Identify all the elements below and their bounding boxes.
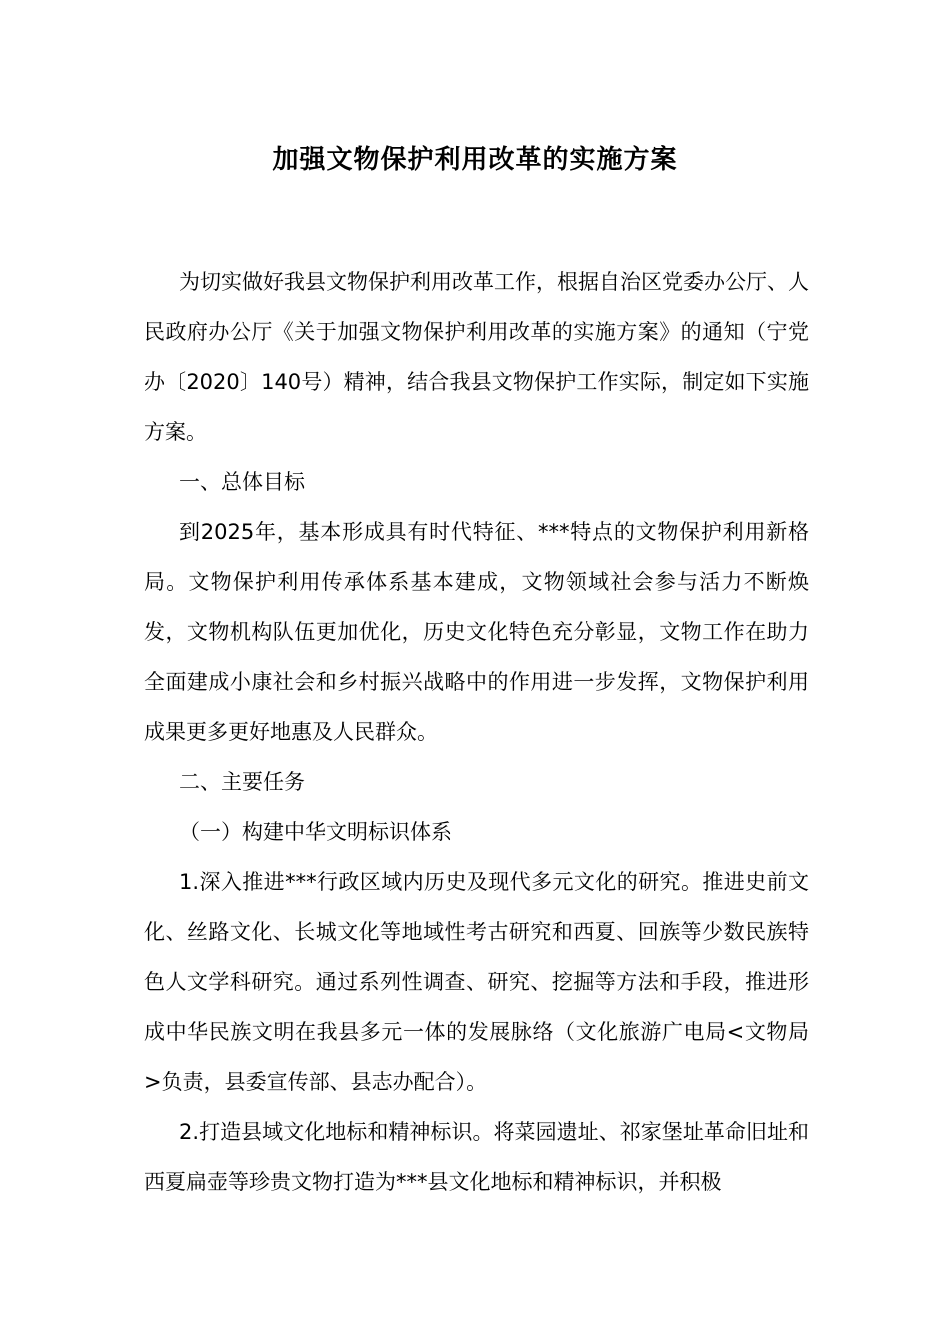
section-heading-overall-goal: 一、总体目标: [179, 470, 305, 494]
task-1-paragraph: 1.深入推进***行政区域内历史及现代多元文化的研究。推进史前文化、丝路文化、长城文化等地域性考古研究和西夏、回族等少数民族特色人文学科研究。通过系列性调查、研究、挖掘等方法和手段，推进形成中华民族文明在我县多元一体的发展脉络（文化旅游广电局<文物局>负责，县委宣传部、县志办配合）。: [144, 870, 809, 1094]
intro-paragraph: 为切实做好我县文物保护利用改革工作，根据自治区党委办公厅、人民政府办公厅《关于加强文物保护利用改革的实施方案》的通知（宁党办〔2020〕140号）精神，结合我县文物保护工作实际，制定如下实施方案。: [144, 270, 809, 444]
section-heading-main-tasks: 二、主要任务: [179, 770, 305, 794]
overall-goal-paragraph: 到2025年，基本形成具有时代特征、***特点的文物保护利用新格局。文物保护利用传承体系基本建成，文物领域社会参与活力不断焕发，文物机构队伍更加优化，历史文化特色充分彰显，文物工作在助力全面建成小康社会和乡村振兴战略中的作用进一步发挥，文物保护利用成果更多更好地惠及人民群众。: [144, 520, 809, 744]
subsection-heading-civilization-identity: （一）构建中华文明标识体系: [179, 820, 452, 844]
document-title: 加强文物保护利用改革的实施方案: [272, 145, 678, 175]
document-body: [144, 257, 809, 1207]
task-2-paragraph: 2.打造县域文化地标和精神标识。将菜园遗址、祁家堡址革命旧址和西夏扁壶等珍贵文物打造为***县文化地标和精神标识，并积极: [144, 1120, 809, 1194]
